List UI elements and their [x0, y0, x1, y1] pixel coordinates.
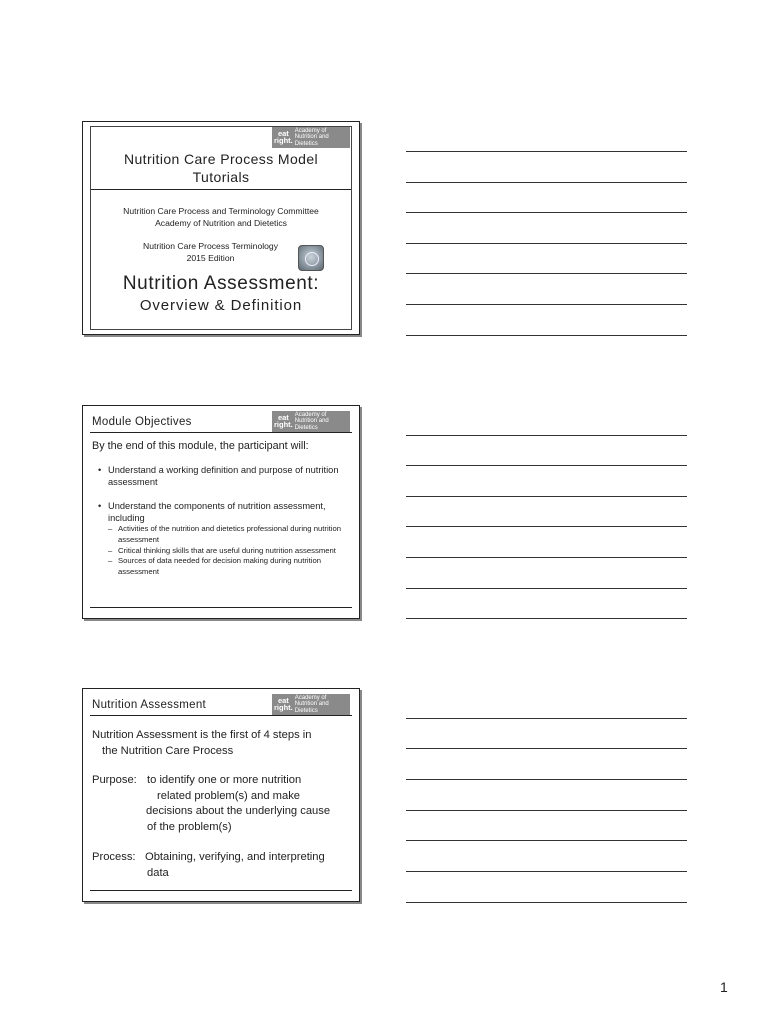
slide-1-terminology: [123, 240, 298, 264]
note-line: [406, 151, 687, 152]
slide-1-heading: Nutrition Assessment:: [122, 273, 320, 294]
process-line: Obtaining, verifying, and interpreting: [145, 851, 325, 863]
note-line: [406, 557, 687, 558]
note-line: [406, 871, 687, 872]
academy-logo-text: Academy of Nutrition and Dietetics: [294, 411, 329, 431]
note-line: [406, 465, 687, 466]
intro-line-1: Nutrition Assessment is the first of 4 steps in: [92, 729, 312, 741]
purpose-line: decisions about the underlying cause: [146, 805, 331, 817]
purpose-label: Purpose:: [92, 774, 137, 786]
process-line: data: [147, 866, 169, 879]
academy-logo: [272, 127, 350, 148]
process-label: Process:: [92, 851, 136, 863]
objective-sub-bullet: – Critical thinking skills that are useful during nutrition assessment: [92, 546, 347, 557]
note-line: [406, 618, 687, 619]
note-line: [406, 304, 687, 305]
slide-3-purpose: [92, 773, 354, 835]
note-line: [406, 526, 687, 527]
slide-1-title: [93, 151, 349, 186]
slide-3-title-rule: [90, 715, 352, 716]
terminology-label: Nutrition Care Process Terminology: [142, 241, 278, 251]
intro-line-2: the Nutrition Care Process: [102, 744, 234, 757]
objective-bullet: • Understand a working definition and purpose of nutrition assessment: [92, 464, 347, 488]
objectives-list: [92, 464, 347, 578]
academy-logo: [272, 411, 350, 432]
purpose-line: related problem(s) and make: [157, 789, 301, 802]
slide-1-title-line2: Tutorials: [192, 168, 250, 185]
nctp-badge-icon: [298, 245, 324, 271]
purpose-line: of the problem(s): [147, 820, 232, 833]
note-line: [406, 335, 687, 336]
note-line: [406, 435, 687, 436]
slide-1-subheading: Overview & Definition: [139, 297, 303, 314]
eat-right-logo-text: eat right.: [274, 129, 293, 145]
note-line: [406, 273, 687, 274]
note-line: [406, 902, 687, 903]
note-line: [406, 748, 687, 749]
objective-sub-bullet: – Sources of data needed for decision making during nutrition assessment: [92, 556, 347, 578]
note-line: [406, 496, 687, 497]
edition-label: 2015 Edition: [186, 253, 235, 263]
slide-1: [82, 121, 360, 335]
slide-2-title-rule: [90, 432, 352, 433]
note-line: [406, 182, 687, 183]
slide-2-intro: By the end of this module, the participant will:: [92, 440, 309, 452]
academy-logo: [272, 694, 350, 715]
eat-right-logo-text: eat right.: [274, 696, 293, 712]
academy-logo-text: Academy of Nutrition and Dietetics: [294, 694, 329, 714]
slide-3: [82, 688, 360, 902]
note-line: [406, 212, 687, 213]
note-line: [406, 588, 687, 589]
note-line: [406, 243, 687, 244]
objective-bullet: • Understand the components of nutrition assessment, including: [92, 500, 347, 524]
slide-1-title-rule: [91, 189, 351, 190]
academy-logo-text: Academy of Nutrition and Dietetics: [294, 127, 329, 147]
purpose-line: to identify one or more nutrition: [147, 774, 302, 786]
slide-1-committee: [93, 205, 349, 229]
note-line: [406, 840, 687, 841]
slide-3-process: [92, 850, 354, 881]
eat-right-logo-text: eat right.: [274, 413, 293, 429]
page-number: 1: [720, 979, 728, 995]
note-line: [406, 718, 687, 719]
note-line: [406, 779, 687, 780]
slide-3-title: Nutrition Assessment: [92, 699, 207, 711]
slide-3-intro: [92, 728, 312, 759]
slide-2: [82, 405, 360, 619]
slide-2-title: Module Objectives: [92, 416, 192, 428]
academy-name: Academy of Nutrition and Dietetics: [155, 218, 287, 228]
note-line: [406, 810, 687, 811]
objective-sub-bullet: – Activities of the nutrition and dietetics professional during nutrition assessment: [92, 524, 347, 546]
slide-2-bottom-rule: [90, 607, 352, 608]
slide-3-bottom-rule: [90, 890, 352, 891]
slide-1-title-line1: Nutrition Care Process Model: [123, 151, 319, 167]
committee-name: Nutrition Care Process and Terminology Committee: [123, 206, 319, 216]
